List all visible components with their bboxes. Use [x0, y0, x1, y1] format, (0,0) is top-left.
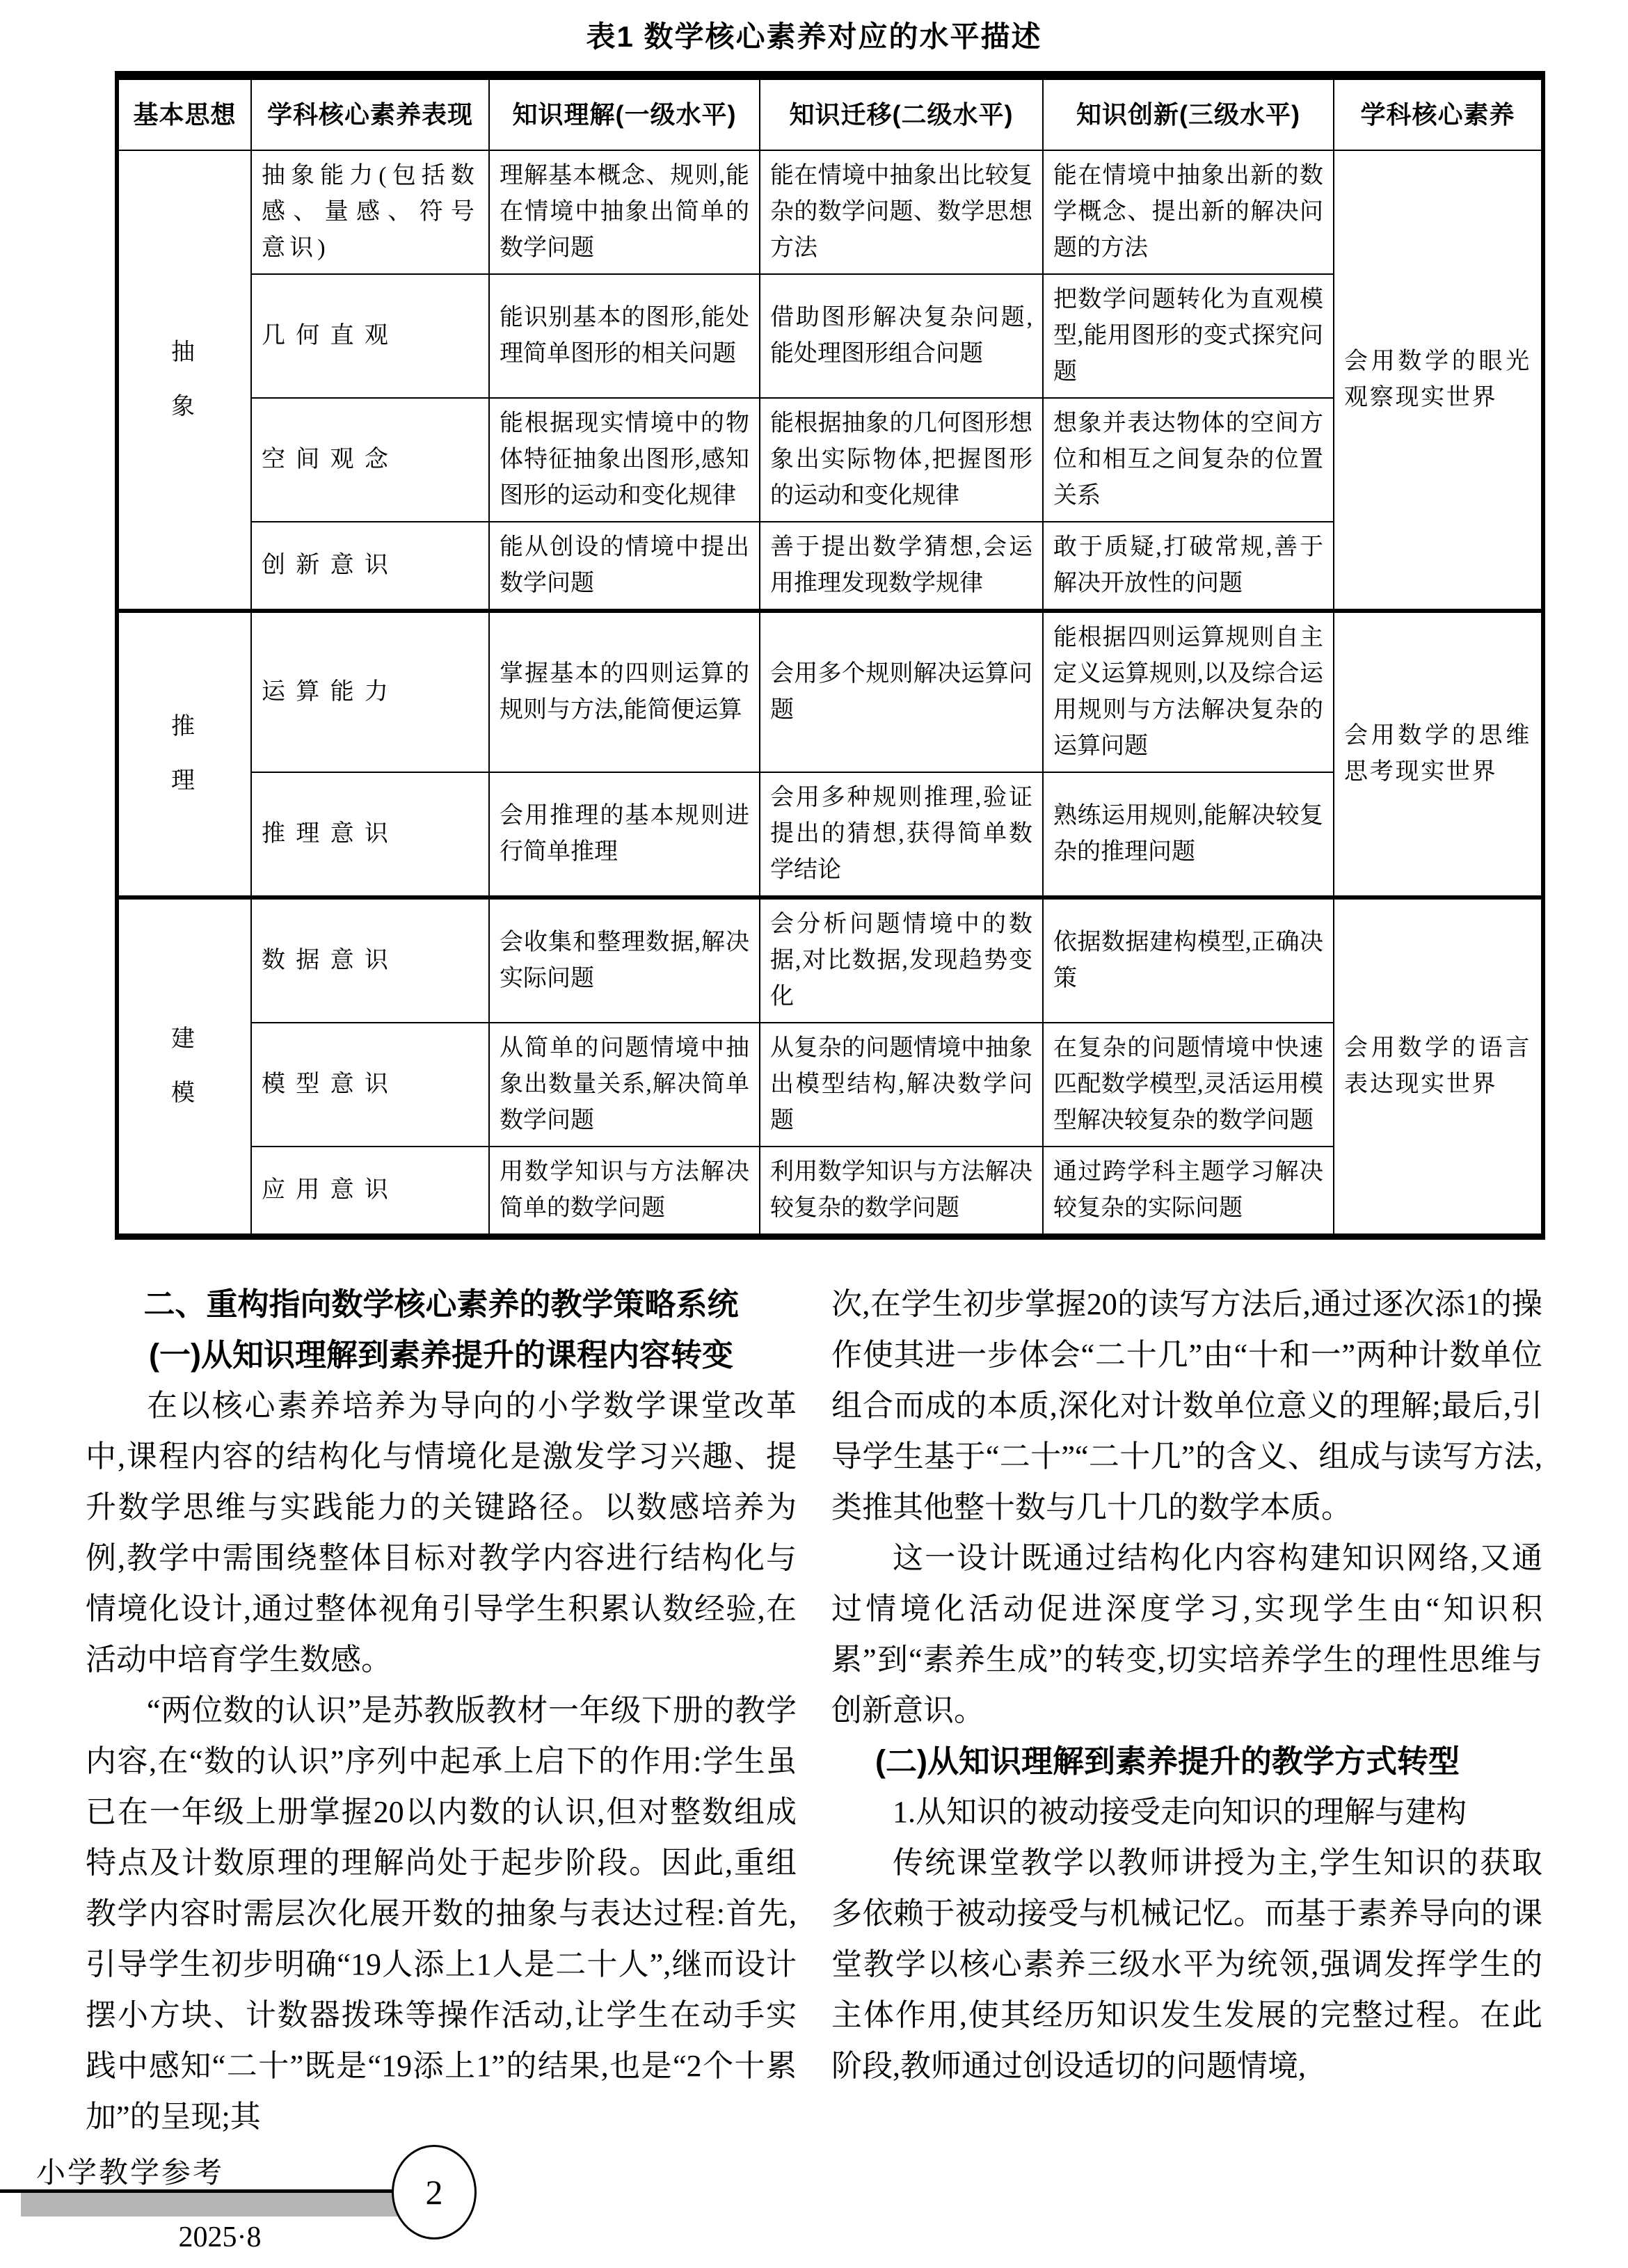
row-name: 空间观念 [251, 398, 489, 522]
paragraph: 在以核心素养培养为导向的小学数学课堂改革中,课程内容的结构化与情境化是激发学习兴趣、提升数学思维与实践能力的关键路径。以数感培养为例,教学中需围绕整体目标对教学内容进行结构化与情境化设计,通过整体视角引导学生积累认数经验,在活动中培育学生数感。 [86, 1389, 797, 1677]
table-header-row [117, 76, 1543, 151]
group-label-abstraction: 抽象 [117, 150, 251, 611]
header-competency-expression: 学科核心素养表现 [251, 76, 489, 151]
table-row [117, 150, 1543, 274]
cell-level3: 敢于质疑,打破常规,善于解决开放性的问题 [1043, 522, 1334, 611]
row-name: 几何直观 [251, 274, 489, 398]
left-text-column [86, 1279, 797, 2142]
cell-level3: 熟练运用规则,能解决较复杂的推理问题 [1043, 772, 1334, 897]
row-name: 推理意识 [251, 772, 489, 897]
row-name: 数据意识 [251, 897, 489, 1023]
cell-level1: 从简单的问题情境中抽象出数量关系,解决简单数学问题 [489, 1023, 760, 1147]
cell-level3: 能根据四则运算规则自主定义运算规则,以及综合运用规则与方法解决复杂的运算问题 [1043, 611, 1334, 772]
page-number-badge: 2 [392, 2145, 477, 2239]
cell-level1: 会收集和整理数据,解决实际问题 [489, 897, 760, 1023]
group-label-reasoning: 推理 [117, 611, 251, 897]
table-row [117, 611, 1543, 772]
row-name: 模型意识 [251, 1023, 489, 1147]
cell-level2: 借助图形解决复杂问题,能处理图形组合问题 [760, 274, 1043, 398]
table-row [117, 1147, 1543, 1237]
table-row [117, 274, 1543, 398]
numbered-subheading-1: 1.从知识的被动接受走向知识的理解与建构 [893, 1795, 1467, 1829]
table-row [117, 398, 1543, 522]
paragraph: “两位数的认识”是苏教版教材一年级下册的教学内容,在“数的认识”序列中起承上启下的作用:学生虽已在一年级上册掌握20以内数的认识,但对整数组成特点及计数原理的理解尚处于起步阶段。因此,重组教学内容时需层次化展开数的抽象与表达过程:首先,引导学生初步明确“19人添上1人是二十人”,继而设计摆小方块、计数器拨珠等操作活动,让学生在动手实践中感知“二十”既是“19添上1”的结果,也是“2个十累加”的呈现;其 [86, 1693, 797, 2134]
paragraph-continued: 次,在学生初步掌握20的读写方法后,通过逐次添1的操作使其进一步体会“二十几”由“十和一”两种计数单位组合而成的本质,深化对计数单位意义的理解;最后,引导学生基于“二十”“二十几”的含义、组成与读写方法,类推其他整十数与几十几的数学本质。 [831, 1287, 1542, 1524]
table-row [117, 522, 1543, 611]
cell-level2: 从复杂的问题情境中抽象出模型结构,解决数学问题 [760, 1023, 1043, 1147]
cell-level3: 能在情境中抽象出新的数学概念、提出新的解决问题的方法 [1043, 150, 1334, 274]
cell-level2: 能在情境中抽象出比较复杂的数学问题、数学思想方法 [760, 150, 1043, 274]
cell-level2: 会分析问题情境中的数据,对比数据,发现趋势变化 [760, 897, 1043, 1023]
outcome-language: 会用数学的语言表达现实世界 [1334, 897, 1543, 1237]
section-heading-2: 二、重构指向数学核心素养的教学策略系统 [143, 1286, 739, 1322]
paragraph: 传统课堂教学以教师讲授为主,学生知识的获取多依赖于被动接受与机械记忆。而基于素养导向的课堂教学以核心素养三级水平为统领,强调发挥学生的主体作用,使其经历知识发生发展的完整过程。在此阶段,教师通过创设适切的问题情境, [831, 1846, 1542, 2083]
row-name: 抽象能力(包括数感、量感、符号意识) [251, 150, 489, 274]
header-level3: 知识创新(三级水平) [1043, 76, 1334, 151]
cell-level1: 能根据现实情境中的物体特征抽象出图形,感知图形的运动和变化规律 [489, 398, 760, 522]
row-name: 应用意识 [251, 1147, 489, 1237]
cell-level1: 能从创设的情境中提出数学问题 [489, 522, 760, 611]
header-level1: 知识理解(一级水平) [489, 76, 760, 151]
header-basic-idea: 基本思想 [117, 76, 251, 151]
cell-level2: 能根据抽象的几何图形想象出实际物体,把握图形的运动和变化规律 [760, 398, 1043, 522]
journal-name: 小学教学参考 [36, 2157, 225, 2189]
paragraph: 这一设计既通过结构化内容构建知识网络,又通过情境化活动促进深度学习,实现学生由“知识积累”到“素养生成”的转变,切实培养学生的理性思维与创新意识。 [831, 1541, 1542, 1727]
cell-level1: 会用推理的基本规则进行简单推理 [489, 772, 760, 897]
table-row [117, 1023, 1543, 1147]
table-title: 表1 数学核心素养对应的水平描述 [586, 20, 1042, 53]
cell-level1: 能识别基本的图形,能处理简单图形的相关问题 [489, 274, 760, 398]
cell-level3: 把数学问题转化为直观模型,能用图形的变式探究问题 [1043, 274, 1334, 398]
header-level2: 知识迁移(二级水平) [760, 76, 1043, 151]
header-core-competency: 学科核心素养 [1334, 76, 1543, 151]
row-name: 创新意识 [251, 522, 489, 611]
cell-level2: 利用数学知识与方法解决较复杂的数学问题 [760, 1147, 1043, 1237]
cell-level3: 想象并表达物体的空间方位和相互之间复杂的位置关系 [1043, 398, 1334, 522]
row-name: 运算能力 [251, 611, 489, 772]
outcome-thinking: 会用数学的思维思考现实世界 [1334, 611, 1543, 897]
cell-level2: 会用多个规则解决运算问题 [760, 611, 1043, 772]
cell-level1: 用数学知识与方法解决简单的数学问题 [489, 1147, 760, 1237]
cell-level3: 通过跨学科主题学习解决较复杂的实际问题 [1043, 1147, 1334, 1237]
footer-gray-bar [21, 2193, 419, 2217]
outcome-eye: 会用数学的眼光观察现实世界 [1334, 150, 1543, 611]
table-row [117, 772, 1543, 897]
issue-date: 2025·8 [178, 2221, 262, 2253]
competency-levels-table [115, 71, 1545, 1240]
cell-level1: 理解基本概念、规则,能在情境中抽象出简单的数学问题 [489, 150, 760, 274]
right-text-column [831, 1279, 1542, 2091]
subsection-heading-2-1: (一)从知识理解到素养提升的课程内容转变 [149, 1337, 733, 1373]
table-row [117, 897, 1543, 1023]
cell-level1: 掌握基本的四则运算的规则与方法,能简便运算 [489, 611, 760, 772]
group-label-modeling: 建模 [117, 897, 251, 1237]
cell-level2: 善于提出数学猜想,会运用推理发现数学规律 [760, 522, 1043, 611]
subsection-heading-2-2: (二)从知识理解到素养提升的教学方式转型 [875, 1743, 1460, 1779]
cell-level2: 会用多种规则推理,验证提出的猜想,获得简单数学结论 [760, 772, 1043, 897]
cell-level3: 在复杂的问题情境中快速匹配数学模型,灵活运用模型解决较复杂的数学问题 [1043, 1023, 1334, 1147]
cell-level3: 依据数据建构模型,正确决策 [1043, 897, 1334, 1023]
